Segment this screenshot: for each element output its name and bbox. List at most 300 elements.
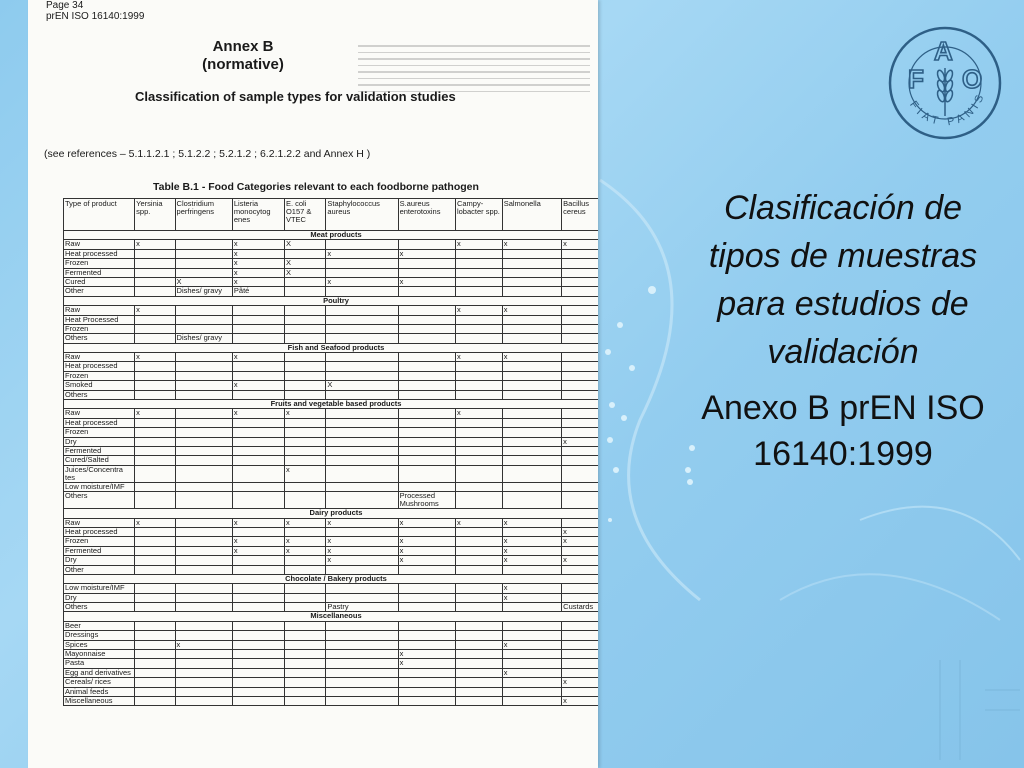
table-cell [455, 593, 502, 602]
table-cell [175, 565, 232, 574]
table-cell [135, 249, 175, 258]
annex-normative: (normative) [202, 56, 284, 73]
table-cell: x [284, 546, 325, 555]
table-cell [562, 687, 598, 696]
table-cell [326, 259, 398, 268]
product-type-cell: Fermented [64, 546, 135, 555]
section-row [64, 400, 599, 409]
table-row [64, 306, 599, 315]
table-cell [175, 362, 232, 371]
product-type-cell: Other [64, 287, 135, 296]
table-cell [326, 668, 398, 677]
product-type-cell: Dry [64, 593, 135, 602]
table-cell [135, 631, 175, 640]
table-cell [455, 465, 502, 482]
table-cell [284, 621, 325, 630]
table-cell [502, 631, 561, 640]
table-cell [455, 446, 502, 455]
section-label: Fish and Seafood products [64, 343, 599, 352]
table-row [64, 381, 599, 390]
table-cell [455, 584, 502, 593]
table-cell [562, 546, 598, 555]
table-cell [398, 565, 455, 574]
table-cell [232, 668, 284, 677]
table-cell [284, 418, 325, 427]
table-cell [326, 527, 398, 536]
table-cell [398, 409, 455, 418]
table-cell: x [135, 518, 175, 527]
table-cell [562, 277, 598, 286]
table-cell [135, 546, 175, 555]
table-cell [502, 482, 561, 491]
table-cell [175, 556, 232, 565]
table-cell [398, 631, 455, 640]
table-cell [284, 371, 325, 380]
table-row [64, 259, 599, 268]
table-cell [562, 390, 598, 399]
section-row [64, 574, 599, 583]
table-cell [326, 482, 398, 491]
annex-line: 16140:1999 [753, 435, 933, 473]
table-cell [175, 390, 232, 399]
table-row [64, 268, 599, 277]
table-cell [135, 527, 175, 536]
table-cell [175, 456, 232, 465]
table-cell [562, 428, 598, 437]
table-cell [326, 324, 398, 333]
table-row [64, 437, 599, 446]
column-header: Bacillus cereus [562, 199, 598, 231]
table-row [64, 650, 599, 659]
table-row [64, 621, 599, 630]
product-type-cell: Cereals/ rices [64, 678, 135, 687]
table-cell: x [562, 437, 598, 446]
table-cell [455, 277, 502, 286]
table-row [64, 565, 599, 574]
table-cell [326, 390, 398, 399]
table-cell [326, 446, 398, 455]
table-cell [455, 324, 502, 333]
table-cell: x [398, 537, 455, 546]
table-cell [502, 446, 561, 455]
table-cell [175, 437, 232, 446]
table-cell [284, 324, 325, 333]
table-cell: x [232, 240, 284, 249]
product-type-cell: Others [64, 390, 135, 399]
table-cell: x [502, 537, 561, 546]
table-row [64, 696, 599, 705]
table-cell [455, 371, 502, 380]
table-cell [232, 584, 284, 593]
product-type-cell: Frozen [64, 537, 135, 546]
section-label: Miscellaneous [64, 612, 599, 621]
product-type-cell: Cured/Salted [64, 456, 135, 465]
table-cell [232, 334, 284, 343]
table-cell: x [284, 518, 325, 527]
table-cell [398, 353, 455, 362]
table-row [64, 659, 599, 668]
table-cell [135, 287, 175, 296]
table-cell [398, 640, 455, 649]
table-cell [455, 556, 502, 565]
product-type-cell: Others [64, 492, 135, 509]
table-cell [502, 409, 561, 418]
table-cell [232, 465, 284, 482]
table-cell [175, 621, 232, 630]
logo-motto: FIAT PANIS [907, 89, 988, 129]
table-cell [562, 381, 598, 390]
table-cell [135, 687, 175, 696]
table-cell [326, 659, 398, 668]
table-cell [398, 240, 455, 249]
product-type-cell: Other [64, 565, 135, 574]
table-cell [326, 492, 398, 509]
table-cell [135, 465, 175, 482]
table-cell [502, 659, 561, 668]
table-cell: X [284, 268, 325, 277]
table-cell [232, 315, 284, 324]
table-cell [232, 371, 284, 380]
column-header: E. coli O157 & VTEC [284, 199, 325, 231]
table-cell [175, 492, 232, 509]
table-cell [284, 565, 325, 574]
table-row [64, 546, 599, 555]
column-header: Clostridium perfringens [175, 199, 232, 231]
table-row [64, 240, 599, 249]
table-cell [502, 315, 561, 324]
table-cell [455, 492, 502, 509]
table-cell [326, 621, 398, 630]
product-type-cell: Heat processed [64, 418, 135, 427]
table-cell: x [562, 556, 598, 565]
table-cell [232, 456, 284, 465]
table-cell [326, 437, 398, 446]
table-cell [284, 631, 325, 640]
table-cell [562, 456, 598, 465]
table-cell [284, 446, 325, 455]
table-row [64, 315, 599, 324]
table-cell [562, 371, 598, 380]
product-type-cell: Dressings [64, 631, 135, 640]
table-cell [398, 465, 455, 482]
table-cell [135, 324, 175, 333]
table-cell [135, 659, 175, 668]
product-type-cell: Raw [64, 353, 135, 362]
table-cell [562, 518, 598, 527]
table-cell [232, 482, 284, 491]
table-cell [232, 593, 284, 602]
section-row [64, 343, 599, 352]
table-cell [175, 268, 232, 277]
table-cell [284, 287, 325, 296]
table-cell [232, 687, 284, 696]
table-cell [502, 465, 561, 482]
table-cell [284, 456, 325, 465]
table-cell: x [502, 306, 561, 315]
table-cell [232, 446, 284, 455]
table-cell: X [284, 259, 325, 268]
table-cell [502, 687, 561, 696]
table-cell [284, 362, 325, 371]
table-cell: x [232, 409, 284, 418]
table-cell [502, 268, 561, 277]
table-cell [455, 381, 502, 390]
product-type-cell: Low moisture/IMF [64, 584, 135, 593]
product-type-cell: Mayonnaise [64, 650, 135, 659]
table-cell [562, 409, 598, 418]
table-cell [398, 418, 455, 427]
table-cell [284, 584, 325, 593]
table-cell [562, 621, 598, 630]
table-cell [326, 287, 398, 296]
table-cell: x [398, 556, 455, 565]
table-cell [326, 240, 398, 249]
table-cell [326, 418, 398, 427]
table-cell [232, 492, 284, 509]
table-row [64, 465, 599, 482]
table-cell [398, 371, 455, 380]
table-cell [398, 428, 455, 437]
table-cell [175, 240, 232, 249]
table-cell: x [398, 277, 455, 286]
table-cell [398, 687, 455, 696]
section-label: Dairy products [64, 509, 599, 518]
table-cell [398, 268, 455, 277]
table-cell [284, 659, 325, 668]
table-cell: x [562, 678, 598, 687]
table-cell [175, 482, 232, 491]
table-cell [135, 381, 175, 390]
table-cell: x [562, 240, 598, 249]
table-cell [135, 556, 175, 565]
table-cell [398, 603, 455, 612]
table-cell: X [284, 240, 325, 249]
table-cell [175, 418, 232, 427]
table-cell [562, 268, 598, 277]
table-cell [135, 456, 175, 465]
table-cell [455, 315, 502, 324]
table-cell [135, 390, 175, 399]
table-row [64, 446, 599, 455]
table-cell [502, 287, 561, 296]
table-cell [135, 315, 175, 324]
product-type-cell: Frozen [64, 324, 135, 333]
table-cell [135, 640, 175, 649]
table-cell [455, 537, 502, 546]
table-cell [502, 371, 561, 380]
table-cell [232, 390, 284, 399]
table-cell [562, 259, 598, 268]
table-cell [502, 437, 561, 446]
table-cell [455, 696, 502, 705]
product-type-cell: Cured [64, 277, 135, 286]
table-cell [284, 527, 325, 536]
table-cell [502, 492, 561, 509]
table-cell [175, 381, 232, 390]
table-cell [502, 362, 561, 371]
table-cell [284, 306, 325, 315]
table-cell [562, 362, 598, 371]
table-cell [398, 678, 455, 687]
table-cell: x [502, 640, 561, 649]
product-type-cell: Others [64, 603, 135, 612]
table-cell: x [232, 381, 284, 390]
table-row [64, 287, 599, 296]
table-cell [562, 287, 598, 296]
table-cell [455, 565, 502, 574]
table-row [64, 362, 599, 371]
page-number: Page 34 [46, 0, 84, 11]
table-cell [232, 428, 284, 437]
column-header: Staphylococcus aureus [326, 199, 398, 231]
table-cell [502, 334, 561, 343]
table-cell [562, 631, 598, 640]
table-cell [398, 527, 455, 536]
table-row [64, 334, 599, 343]
table-cell: x [562, 527, 598, 536]
table-cell [398, 621, 455, 630]
table-cell [455, 678, 502, 687]
table-cell [284, 381, 325, 390]
table-cell [502, 324, 561, 333]
table-cell [326, 565, 398, 574]
table-cell [135, 678, 175, 687]
table-cell [175, 371, 232, 380]
table-cell [175, 518, 232, 527]
table-cell [175, 696, 232, 705]
table-cell: x [455, 240, 502, 249]
table-cell [455, 268, 502, 277]
table-cell: x [232, 353, 284, 362]
table-cell [232, 650, 284, 659]
table-cell [455, 546, 502, 555]
table-cell [135, 668, 175, 677]
table-row [64, 409, 599, 418]
table-cell [175, 409, 232, 418]
table-cell [562, 418, 598, 427]
table-cell [562, 465, 598, 482]
table-cell [326, 593, 398, 602]
table-cell [455, 527, 502, 536]
table-row [64, 390, 599, 399]
table-cell [175, 259, 232, 268]
table-cell [502, 428, 561, 437]
table-cell [326, 465, 398, 482]
column-header: Campy-lobacter spp. [455, 199, 502, 231]
table-cell: Dishes/ gravy [175, 334, 232, 343]
table-cell [232, 527, 284, 536]
table-cell: x [232, 537, 284, 546]
table-cell [135, 492, 175, 509]
table-cell [232, 306, 284, 315]
section-row [64, 231, 599, 240]
table-cell [398, 456, 455, 465]
column-header: S.aureus enterotoxins [398, 199, 455, 231]
table-cell [398, 381, 455, 390]
table-cell: x [562, 537, 598, 546]
table-cell [175, 631, 232, 640]
table-cell: x [135, 306, 175, 315]
table-cell [562, 334, 598, 343]
table-cell [232, 631, 284, 640]
table-cell [175, 650, 232, 659]
table-cell [326, 428, 398, 437]
table-cell: x [135, 240, 175, 249]
table-cell [284, 603, 325, 612]
title-line: Clasificación de [723, 189, 963, 227]
table-cell [284, 249, 325, 258]
table-cell [455, 428, 502, 437]
table-cell [284, 668, 325, 677]
table-cell [326, 409, 398, 418]
table-cell [398, 446, 455, 455]
references-line: (see references – 5.1.1.2.1 ; 5.1.2.2 ; 5.2.1.2 ; 6.2.1.2.2 and Annex H ) [44, 148, 371, 160]
table-cell [562, 446, 598, 455]
table-cell: x [502, 584, 561, 593]
table-cell [284, 678, 325, 687]
table-cell [284, 640, 325, 649]
table-cell [175, 678, 232, 687]
table-cell [135, 446, 175, 455]
table-cell: x [502, 240, 561, 249]
product-type-cell: Heat processed [64, 249, 135, 258]
table-cell [502, 527, 561, 536]
table-cell: x [455, 518, 502, 527]
table-cell [398, 306, 455, 315]
table-cell [135, 268, 175, 277]
table-row [64, 668, 599, 677]
table-cell [175, 593, 232, 602]
table-cell [326, 631, 398, 640]
table-cell [562, 565, 598, 574]
table-cell [562, 306, 598, 315]
table-cell [455, 390, 502, 399]
table-cell: x [232, 518, 284, 527]
table-cell: x [502, 668, 561, 677]
table-cell [562, 353, 598, 362]
table-cell [502, 390, 561, 399]
table-cell [135, 603, 175, 612]
table-cell: x [455, 409, 502, 418]
annex-title: Annex B [212, 38, 274, 55]
table-row [64, 492, 599, 509]
table-cell [562, 324, 598, 333]
table-cell [398, 482, 455, 491]
table-cell [284, 650, 325, 659]
fao-logo [886, 24, 1004, 142]
product-type-cell: Frozen [64, 371, 135, 380]
table-cell: x [232, 268, 284, 277]
table-cell: x [232, 249, 284, 258]
table-cell: x [175, 640, 232, 649]
table-cell [135, 650, 175, 659]
table-cell [562, 315, 598, 324]
table-cell [284, 687, 325, 696]
table-cell [326, 315, 398, 324]
table-cell: x [502, 556, 561, 565]
table-row [64, 556, 599, 565]
table-cell [232, 437, 284, 446]
table-cell [398, 324, 455, 333]
table-cell [502, 259, 561, 268]
table-cell: x [398, 659, 455, 668]
title-line: validación [767, 333, 919, 371]
logo-letter-f: F [908, 64, 924, 94]
column-header: Yersinia spp. [135, 199, 175, 231]
table-cell [502, 621, 561, 630]
section-label: Meat products [64, 231, 599, 240]
table-cell [135, 696, 175, 705]
